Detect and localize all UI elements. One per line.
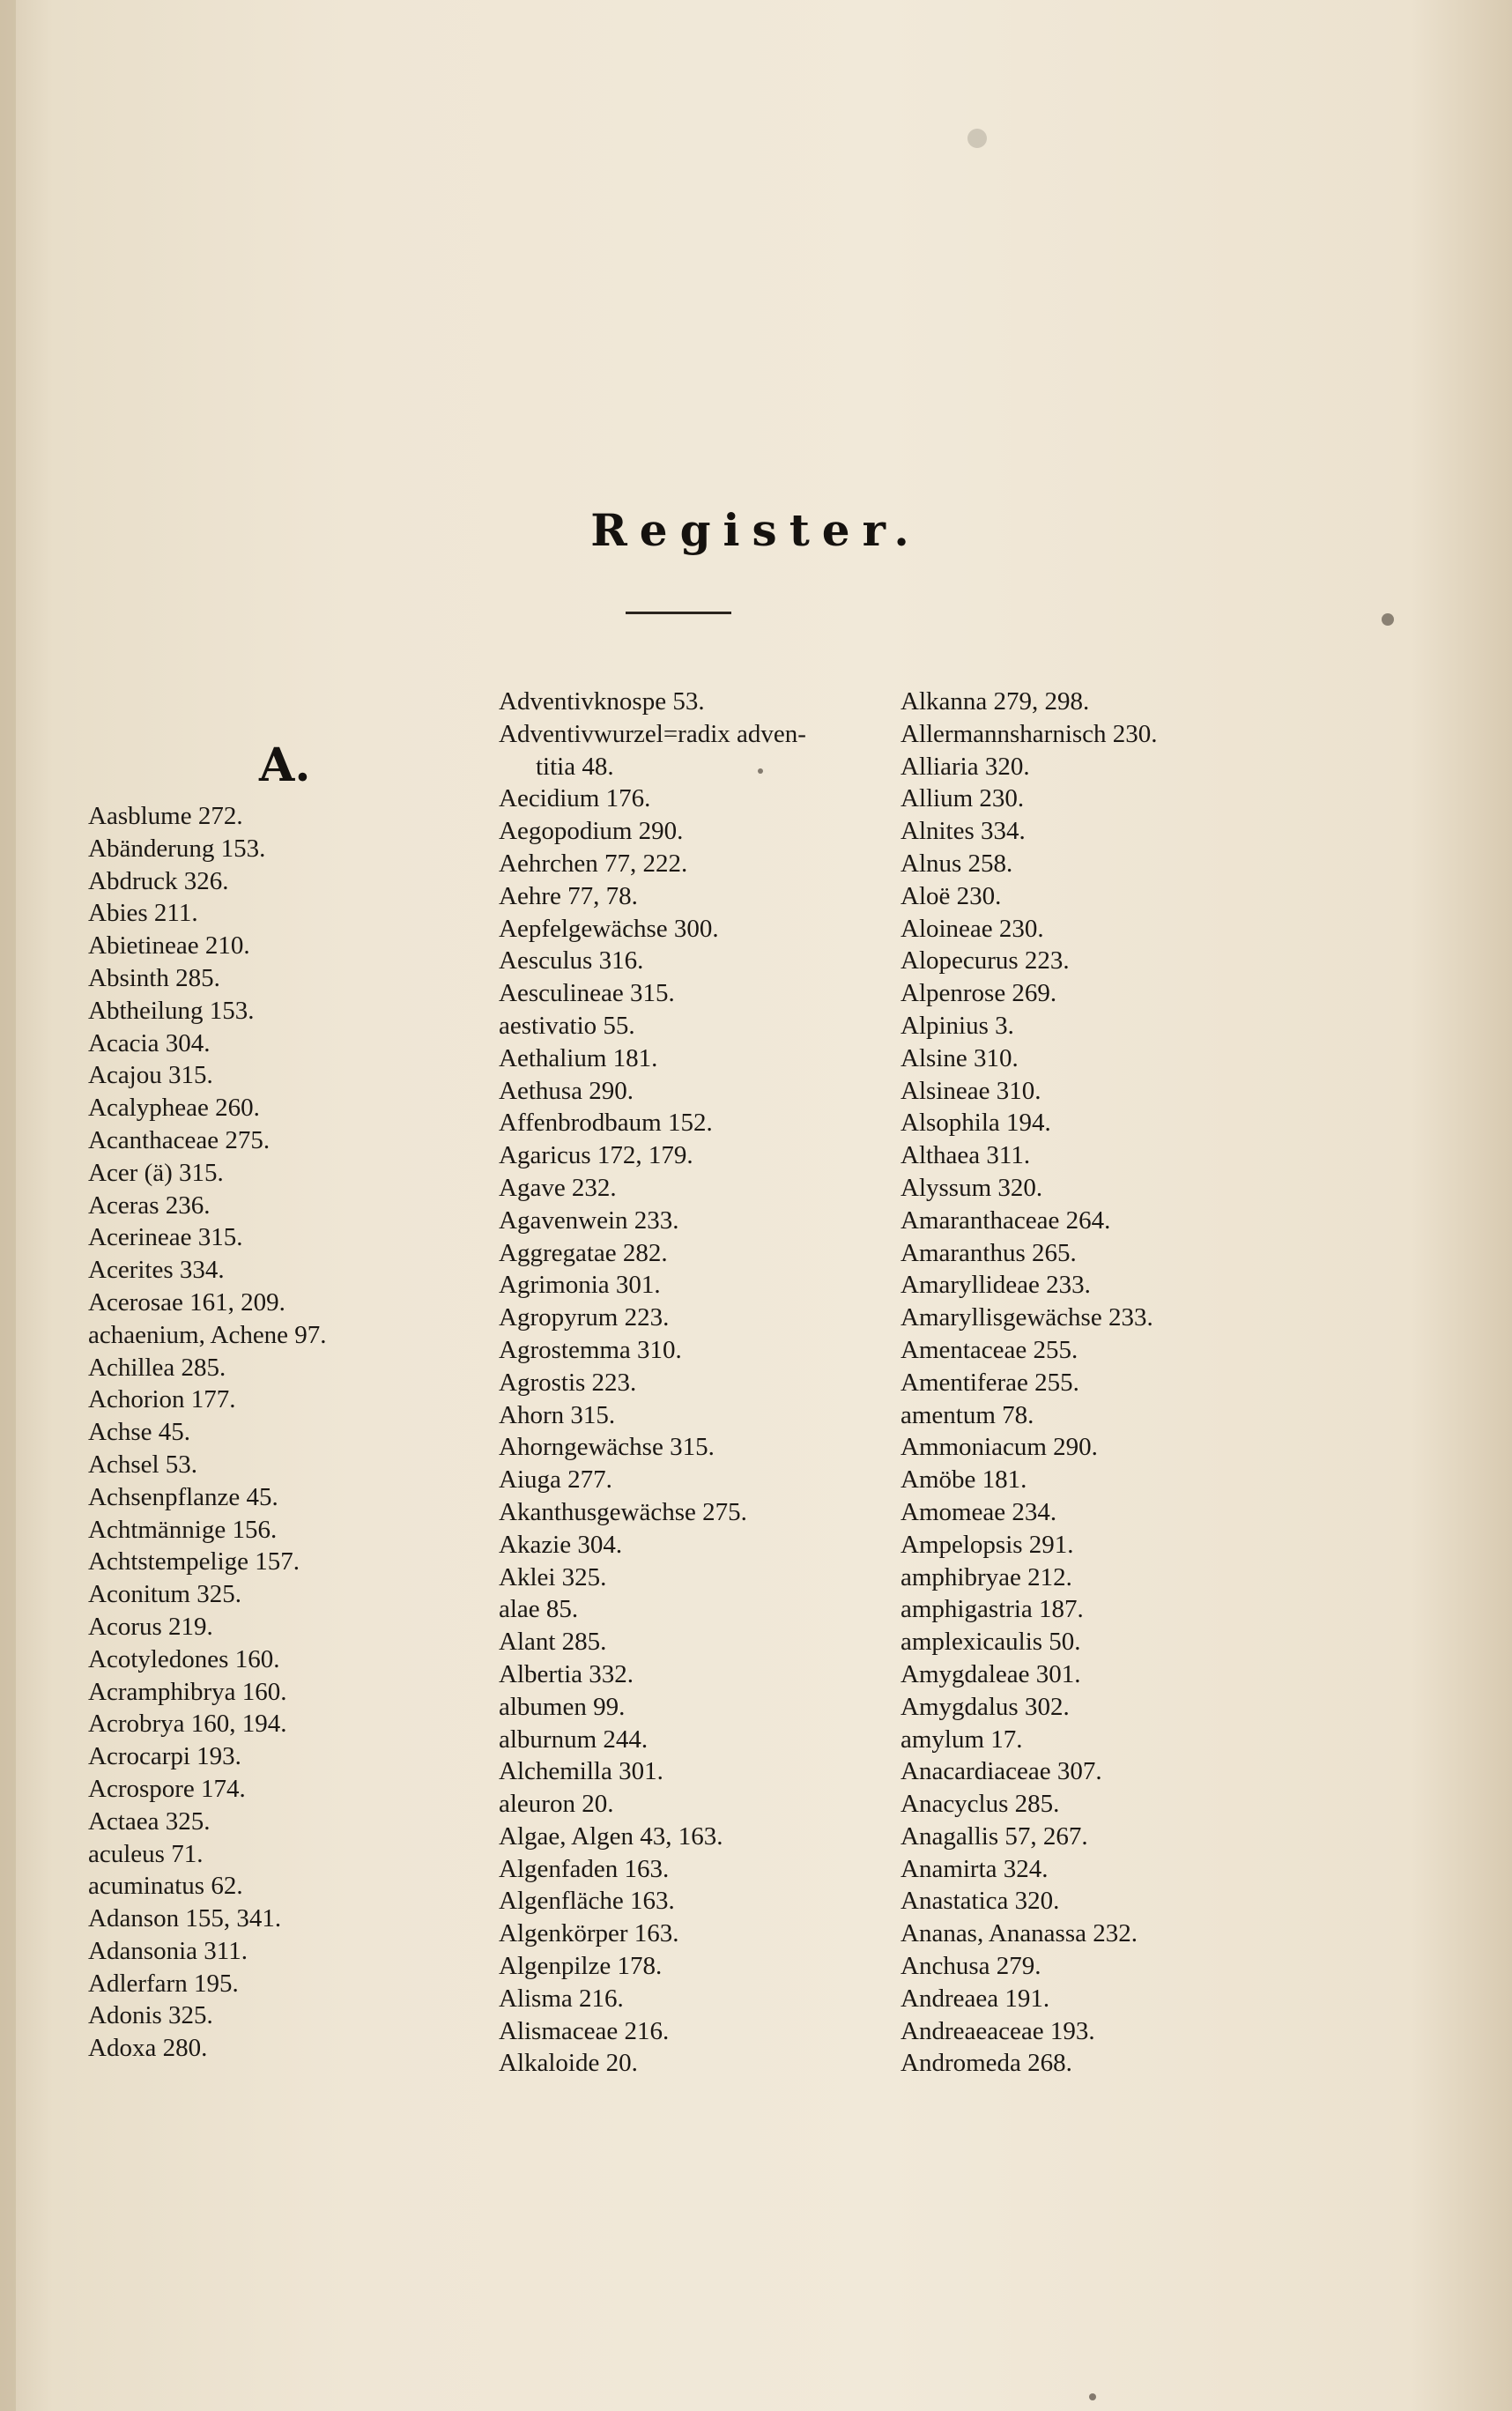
index-entry: Amöbe 181.: [901, 1465, 1027, 1495]
index-entry: Acerineae 315.: [88, 1223, 243, 1252]
index-entry: Amygdaleae 301.: [901, 1659, 1081, 1688]
index-entry: Aecidium 176.: [499, 784, 651, 813]
index-entry: Aiuga 277.: [499, 1465, 612, 1495]
index-entry: Ampelopsis 291.: [901, 1530, 1074, 1559]
index-entry: Alsineae 310.: [901, 1076, 1041, 1105]
index-entry: amphibryae 212.: [901, 1562, 1072, 1591]
section-letter: A.: [259, 738, 311, 792]
index-entry: Agrostemma 310.: [499, 1335, 682, 1364]
index-entry: Alopecurus 223.: [901, 946, 1070, 976]
index-entry: Amentiferae 255.: [901, 1368, 1079, 1397]
index-entry: Adanson 155, 341.: [88, 1904, 282, 1933]
index-entry: Adonis 325.: [88, 2001, 213, 2030]
index-entry: Ananas, Ananassa 232.: [901, 1919, 1138, 1948]
index-entry: Algenkörper 163.: [499, 1919, 679, 1948]
index-entry: Achsenpflanze 45.: [88, 1482, 278, 1511]
index-entry: Adventivwurzel=radix adven-: [499, 719, 806, 748]
index-entry: Akanthusgewächse 275.: [499, 1497, 747, 1526]
index-entry: Amaranthaceae 264.: [901, 1206, 1111, 1235]
index-entry: Amentaceae 255.: [901, 1335, 1078, 1364]
index-entry: Aehre 77, 78.: [499, 881, 638, 910]
index-entry: Amaryllisgewächse 233.: [901, 1303, 1153, 1332]
index-entry: Alkanna 279, 298.: [901, 687, 1090, 716]
ink-spot: [1089, 2393, 1096, 2400]
index-entry: Allermannsharnisch 230.: [901, 719, 1158, 748]
index-entry: Alisma 216.: [499, 1984, 624, 2013]
index-entry: Agavenwein 233.: [499, 1206, 679, 1235]
index-entry: aestivatio 55.: [499, 1011, 635, 1040]
index-entry: Acalypheae 260.: [88, 1094, 260, 1123]
index-entry: Anastatica 320.: [901, 1887, 1060, 1916]
index-entry: Agropyrum 223.: [499, 1303, 670, 1332]
index-entry: Alsine 310.: [901, 1043, 1019, 1072]
index-entry: Adansonia 311.: [88, 1936, 248, 1965]
index-entry: Aepfelgewächse 300.: [499, 914, 719, 943]
index-entry: Acajou 315.: [88, 1061, 213, 1090]
index-entry: albumen 99.: [499, 1692, 626, 1721]
index-entry: Agrimonia 301.: [499, 1271, 661, 1300]
index-entry: Acramphibrya 160.: [88, 1677, 287, 1706]
index-entry: Andreaea 191.: [901, 1984, 1050, 2013]
index-entry: Alnus 258.: [901, 849, 1013, 878]
index-entry: Acer (ä) 315.: [88, 1158, 224, 1187]
index-entry: Agrostis 223.: [499, 1368, 637, 1397]
index-entry: Aegopodium 290.: [499, 817, 684, 846]
index-entry: Achillea 285.: [88, 1353, 226, 1382]
index-entry: Anacardiaceae 307.: [901, 1757, 1102, 1786]
index-entry: Aconitum 325.: [88, 1580, 241, 1609]
index-entry: Alkaloide 20.: [499, 2049, 638, 2078]
index-entry: Abänderung 153.: [88, 834, 266, 863]
index-entry: Adlerfarn 195.: [88, 1969, 239, 1998]
index-entry: Anagallis 57, 267.: [901, 1821, 1088, 1851]
index-entry: Alnites 334.: [901, 817, 1026, 846]
ink-spot: [1382, 613, 1394, 626]
index-entry: Algenfaden 163.: [499, 1854, 670, 1883]
index-entry: amphigastria 187.: [901, 1595, 1084, 1624]
index-entry: Ahorn 315.: [499, 1400, 616, 1429]
index-entry: Alchemilla 301.: [499, 1757, 663, 1786]
index-entry: Aceras 236.: [88, 1191, 211, 1220]
index-entry: Aethusa 290.: [499, 1076, 634, 1105]
index-entry: Alsophila 194.: [901, 1109, 1051, 1138]
index-entry: Allium 230.: [901, 784, 1025, 813]
index-entry: aculeus 71.: [88, 1839, 204, 1868]
index-entry: Ammoniacum 290.: [901, 1433, 1098, 1462]
index-entry: Acrocarpi 193.: [88, 1742, 241, 1771]
index-entry: Anchusa 279.: [901, 1952, 1041, 1981]
index-entry: Andreaeaceae 193.: [901, 2016, 1095, 2045]
index-entry: Acrobrya 160, 194.: [88, 1710, 287, 1739]
index-entry: Acrospore 174.: [88, 1774, 246, 1803]
index-entry: Acorus 219.: [88, 1612, 213, 1641]
index-entry: Achtstempelige 157.: [88, 1547, 300, 1576]
index-entry: Alliaria 320.: [901, 752, 1030, 781]
index-entry: Achse 45.: [88, 1418, 190, 1447]
index-entry: Aasblume 272.: [88, 802, 243, 830]
index-entry: Algae, Algen 43, 163.: [499, 1821, 723, 1851]
index-entry: Abdruck 326.: [88, 866, 229, 895]
index-entry: alae 85.: [499, 1595, 579, 1624]
index-entry: Acanthaceae 275.: [88, 1125, 271, 1154]
index-entry: Andromeda 268.: [901, 2049, 1072, 2078]
index-entry: Aloë 230.: [901, 881, 1002, 910]
index-entry: Actaea 325.: [88, 1806, 211, 1836]
index-entry: titia 48.: [536, 752, 614, 781]
index-entry: Akazie 304.: [499, 1530, 623, 1559]
index-entry: Amomeae 234.: [901, 1497, 1057, 1526]
index-entry: Aehrchen 77, 222.: [499, 849, 688, 878]
index-entry: Alismaceae 216.: [499, 2016, 670, 2045]
index-entry: Aesculus 316.: [499, 946, 644, 976]
index-entry: acuminatus 62.: [88, 1872, 243, 1901]
page-title: Register.: [590, 504, 922, 556]
index-entry: Anacyclus 285.: [901, 1790, 1060, 1819]
index-entry: Aethalium 181.: [499, 1043, 658, 1072]
index-entry: Absinth 285.: [88, 963, 220, 992]
index-entry: Algenfläche 163.: [499, 1887, 675, 1916]
index-entry: Ahorngewächse 315.: [499, 1433, 715, 1462]
index-entry: Abies 211.: [88, 899, 198, 928]
index-entry: Aesculineae 315.: [499, 979, 675, 1008]
ink-spot: [967, 129, 987, 148]
index-column-3: [901, 686, 1158, 2080]
index-entry: Acacia 304.: [88, 1028, 211, 1057]
index-entry: Achorion 177.: [88, 1385, 236, 1414]
index-entry: amylum 17.: [901, 1725, 1023, 1754]
index-entry: Acerosae 161, 209.: [88, 1287, 285, 1317]
index-entry: Amaryllideae 233.: [901, 1271, 1091, 1300]
title-rule: [626, 612, 731, 614]
index-entry: Achsel 53.: [88, 1450, 198, 1479]
index-entry: Althaea 311.: [901, 1141, 1031, 1170]
index-entry: Alant 285.: [499, 1628, 607, 1657]
index-entry: Aggregatae 282.: [499, 1238, 668, 1267]
index-entry: Aklei 325.: [499, 1562, 607, 1591]
index-entry: Achtmännige 156.: [88, 1515, 278, 1544]
index-column-1: [88, 800, 327, 2065]
index-entry: Alpenrose 269.: [901, 979, 1057, 1008]
page-gutter-shadow: [0, 0, 16, 2411]
index-column-2: [499, 686, 806, 2080]
index-entry: Agaricus 172, 179.: [499, 1141, 693, 1170]
index-entry: Adventivknospe 53.: [499, 687, 705, 716]
index-entry: Alpinius 3.: [901, 1011, 1014, 1040]
index-entry: Alyssum 320.: [901, 1173, 1043, 1202]
index-entry: Albertia 332.: [499, 1659, 634, 1688]
index-entry: Affenbrodbaum 152.: [499, 1109, 713, 1138]
index-entry: alburnum 244.: [499, 1725, 649, 1754]
index-entry: Aloineae 230.: [901, 914, 1044, 943]
index-entry: Acerites 334.: [88, 1256, 225, 1285]
index-entry: Amygdalus 302.: [901, 1692, 1070, 1721]
index-entry: achaenium, Achene 97.: [88, 1320, 327, 1349]
index-entry: Algenpilze 178.: [499, 1952, 663, 1981]
index-entry: Anamirta 324.: [901, 1854, 1049, 1883]
index-entry: Agave 232.: [499, 1173, 617, 1202]
index-entry: amentum 78.: [901, 1400, 1034, 1429]
index-entry: aleuron 20.: [499, 1790, 614, 1819]
index-entry: Adoxa 280.: [88, 2034, 208, 2063]
index-entry: amplexicaulis 50.: [901, 1628, 1081, 1657]
index-entry: Abietineae 210.: [88, 931, 250, 961]
index-entry: Acotyledones 160.: [88, 1644, 280, 1673]
index-entry: Abtheilung 153.: [88, 996, 255, 1025]
index-entry: Amaranthus 265.: [901, 1238, 1077, 1267]
